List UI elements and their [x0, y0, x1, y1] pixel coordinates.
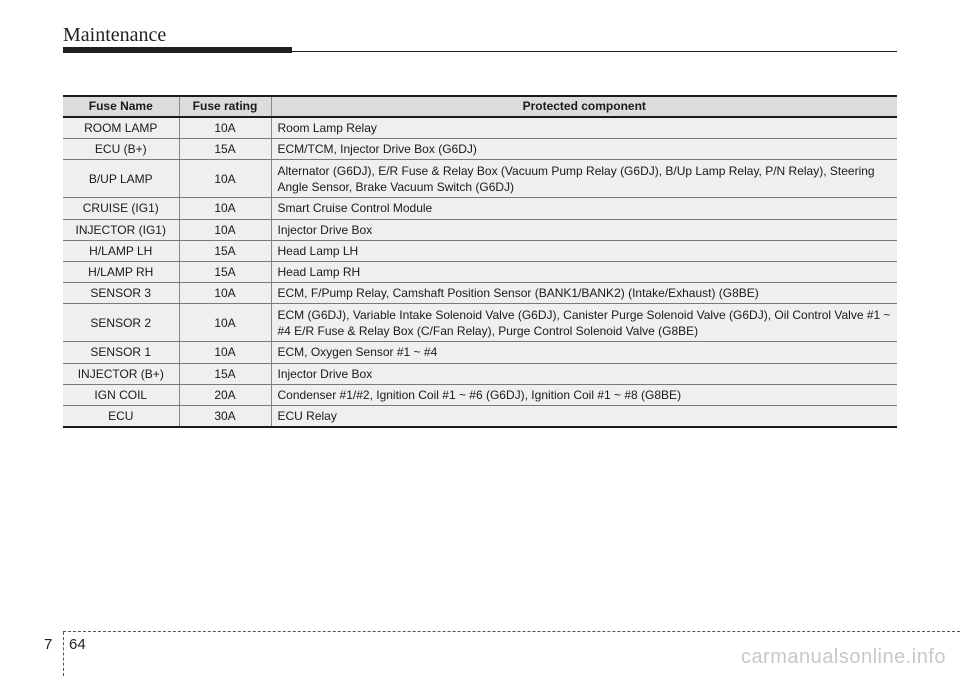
table-row: [63, 219, 897, 240]
fuse-name-cell: CRUISE (IG1): [63, 198, 179, 219]
fuse-name-cell: H/LAMP RH: [63, 261, 179, 282]
chapter-number: 7: [44, 636, 53, 653]
table-row: [63, 160, 897, 198]
fuse-rating-cell: 10A: [179, 117, 271, 139]
footer-divider-vertical: [63, 632, 64, 676]
protected-component-cell: ECU Relay: [271, 405, 897, 427]
fuse-rating-cell: 10A: [179, 160, 271, 198]
fuse-name-cell: ECU: [63, 405, 179, 427]
table-row: [63, 261, 897, 282]
table-row: [63, 198, 897, 219]
header-rule-thin: [292, 51, 897, 52]
table-row: [63, 304, 897, 342]
fuse-name-cell: SENSOR 2: [63, 304, 179, 342]
column-header-protected-component: Protected component: [271, 96, 897, 117]
section-title: Maintenance: [63, 24, 167, 46]
table-row: [63, 117, 897, 139]
fuse-rating-cell: 15A: [179, 240, 271, 261]
protected-component-cell: ECM/TCM, Injector Drive Box (G6DJ): [271, 139, 897, 160]
header-rule-thick: [63, 47, 292, 53]
fuse-rating-cell: 15A: [179, 261, 271, 282]
table-header-row: [63, 96, 897, 117]
fuse-rating-cell: 10A: [179, 304, 271, 342]
fuse-rating-cell: 10A: [179, 342, 271, 363]
column-header-fuse-name: Fuse Name: [63, 96, 179, 117]
table-row: [63, 283, 897, 304]
protected-component-cell: Head Lamp LH: [271, 240, 897, 261]
protected-component-cell: Room Lamp Relay: [271, 117, 897, 139]
fuse-name-cell: H/LAMP LH: [63, 240, 179, 261]
fuse-rating-cell: 15A: [179, 363, 271, 384]
fuse-rating-cell: 10A: [179, 219, 271, 240]
watermark: carmanualsonline.info: [740, 646, 946, 668]
table-row: [63, 384, 897, 405]
protected-component-cell: ECM (G6DJ), Variable Intake Solenoid Valve (G6DJ), Canister Purge Solenoid Valve (G6DJ), Oil Control Valve #1 ~ #4 E/R Fuse & Relay Box (C/Fan Relay), Purge Control Solenoid Valve (G8BE): [271, 304, 897, 342]
fuse-rating-cell: 20A: [179, 384, 271, 405]
fuse-name-cell: SENSOR 3: [63, 283, 179, 304]
fuse-name-cell: IGN COIL: [63, 384, 179, 405]
protected-component-cell: ECM, Oxygen Sensor #1 ~ #4: [271, 342, 897, 363]
table-row: [63, 405, 897, 427]
protected-component-cell: ECM, F/Pump Relay, Camshaft Position Sensor (BANK1/BANK2) (Intake/Exhaust) (G8BE): [271, 283, 897, 304]
column-header-fuse-rating: Fuse rating: [179, 96, 271, 117]
fuse-name-cell: B/UP LAMP: [63, 160, 179, 198]
fuse-name-cell: INJECTOR (IG1): [63, 219, 179, 240]
fuse-table: [63, 95, 897, 428]
fuse-name-cell: ECU (B+): [63, 139, 179, 160]
fuse-name-cell: ROOM LAMP: [63, 117, 179, 139]
fuse-rating-cell: 10A: [179, 198, 271, 219]
fuse-name-cell: INJECTOR (B+): [63, 363, 179, 384]
protected-component-cell: Condenser #1/#2, Ignition Coil #1 ~ #6 (G6DJ), Ignition Coil #1 ~ #8 (G8BE): [271, 384, 897, 405]
fuse-rating-cell: 15A: [179, 139, 271, 160]
protected-component-cell: Injector Drive Box: [271, 363, 897, 384]
page-number: 64: [69, 636, 86, 653]
protected-component-cell: Head Lamp RH: [271, 261, 897, 282]
protected-component-cell: Smart Cruise Control Module: [271, 198, 897, 219]
fuse-rating-cell: 10A: [179, 283, 271, 304]
fuse-rating-cell: 30A: [179, 405, 271, 427]
table-row: [63, 342, 897, 363]
footer-divider-horizontal: [63, 631, 960, 632]
protected-component-cell: Injector Drive Box: [271, 219, 897, 240]
fuse-name-cell: SENSOR 1: [63, 342, 179, 363]
table-row: [63, 363, 897, 384]
protected-component-cell: Alternator (G6DJ), E/R Fuse & Relay Box (Vacuum Pump Relay (G6DJ), B/Up Lamp Relay, P/N Relay), Steering Angle Sensor, Brake Vacuum Switch (G6DJ): [271, 160, 897, 198]
table-row: [63, 240, 897, 261]
table-row: [63, 139, 897, 160]
